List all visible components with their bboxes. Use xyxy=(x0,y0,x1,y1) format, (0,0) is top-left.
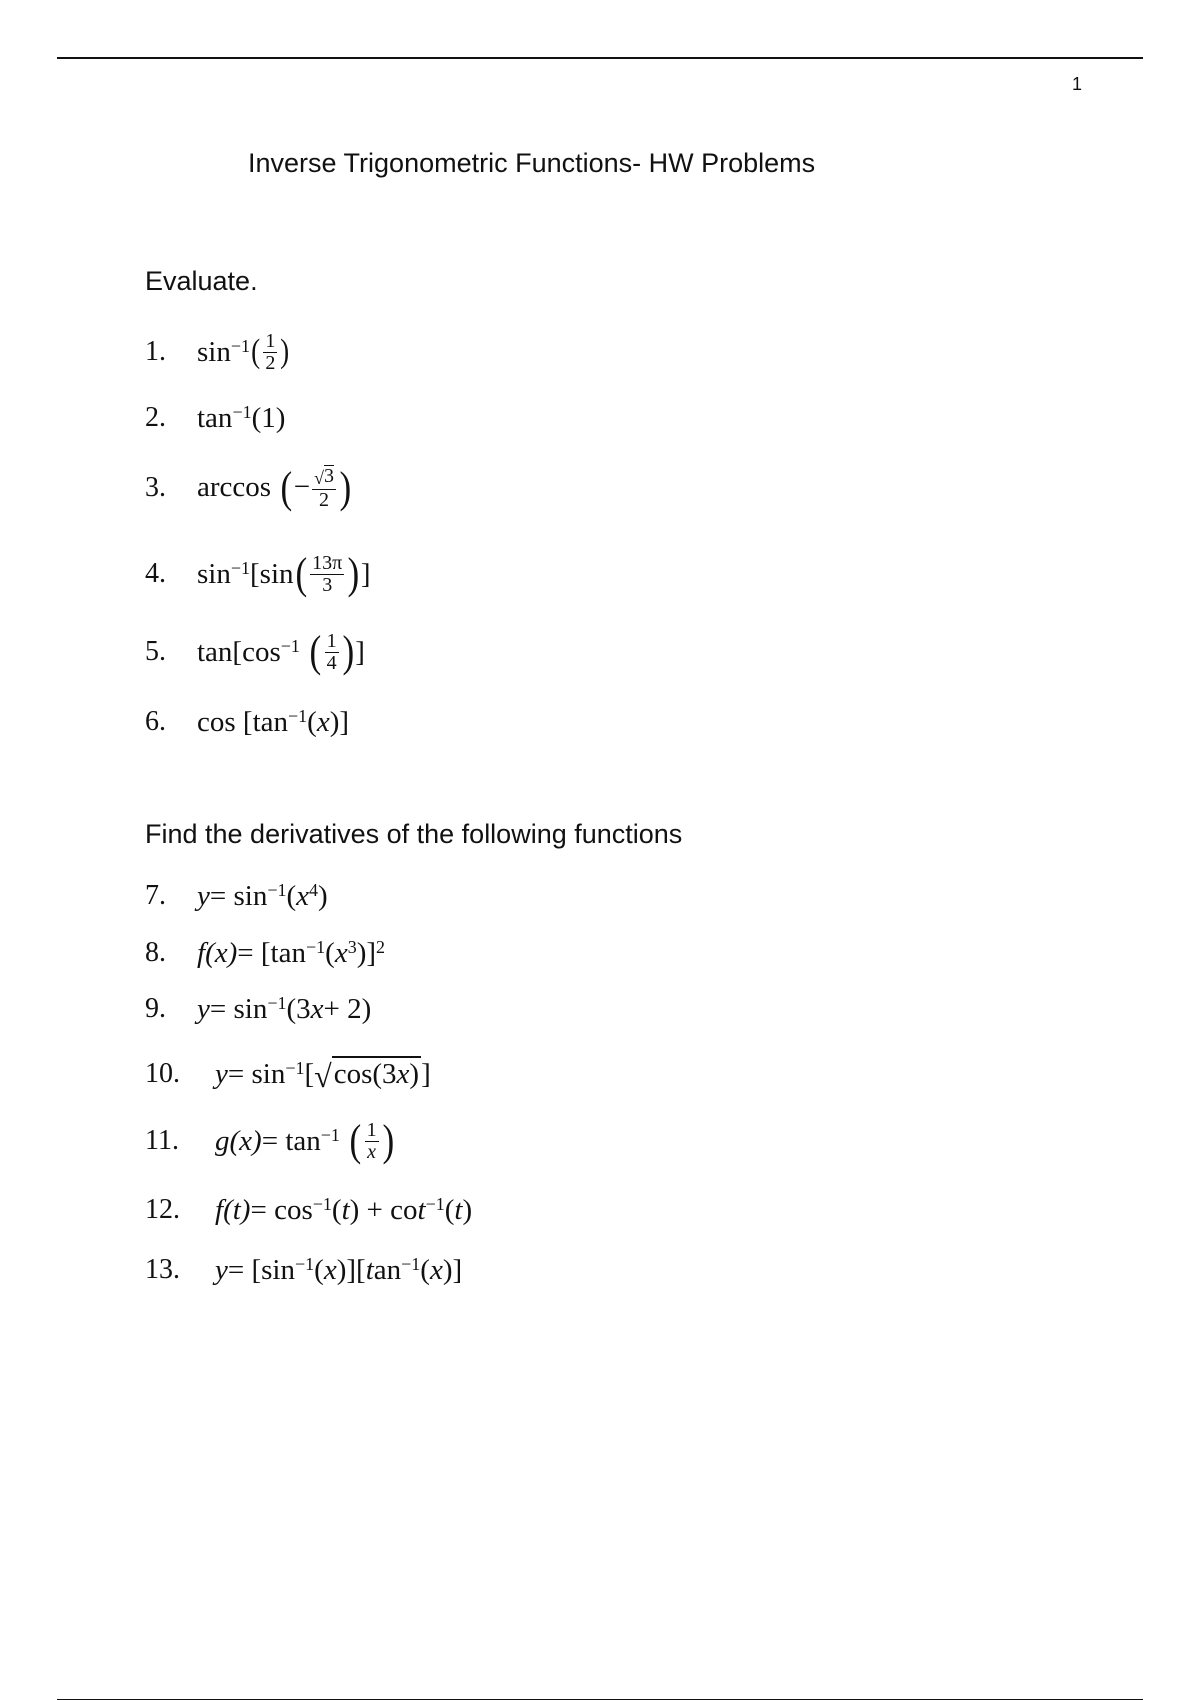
problem-9 xyxy=(145,979,371,1039)
header-rule xyxy=(57,57,1143,59)
lhs-function: f xyxy=(215,1193,224,1226)
function-name: cos [tan xyxy=(197,705,288,738)
problem-number: 3. xyxy=(145,472,166,503)
lhs-function: g xyxy=(215,1124,230,1157)
section-heading-derivatives: Find the derivatives of the following functions xyxy=(145,819,683,849)
problem-expression: y = [sin $^{-1}$ (x)][tan $^{-1}$ (x)] xyxy=(215,1253,463,1286)
document-title: Inverse Trigonometric Functions- HW Problems xyxy=(248,148,816,178)
variable: x xyxy=(316,705,330,738)
lhs-variable: y xyxy=(197,879,210,912)
function-name: arccos xyxy=(197,471,272,504)
problem-number: 13. xyxy=(145,1254,180,1285)
problem-number: 9. xyxy=(145,993,166,1024)
fraction xyxy=(310,553,344,596)
middle-term: (x)][tan xyxy=(314,1253,402,1286)
problem-expression: y = sin $^{-1}$ ( x $^4$ ) xyxy=(197,879,328,912)
fraction-denominator: 3 xyxy=(322,573,333,596)
problem-expression: tan $^{-1}$ (1) xyxy=(197,401,286,434)
left-paren: ( xyxy=(349,1116,362,1165)
close-paren: + 2) xyxy=(323,992,372,1025)
lhs-variable: y xyxy=(215,1057,228,1090)
radicand xyxy=(332,1056,421,1091)
problem-13 xyxy=(145,1240,462,1300)
equals-function: = sin xyxy=(209,879,268,912)
end-term: (t) xyxy=(444,1193,473,1226)
minus-sign: − xyxy=(293,471,311,504)
fraction xyxy=(365,1120,379,1163)
open-bracket: [ xyxy=(304,1057,315,1090)
problem-expression: cos [tan $^{-1}$ ( x )] xyxy=(197,705,350,738)
problem-2 xyxy=(145,388,285,448)
right-paren: ) xyxy=(382,1116,394,1165)
right-paren: ) xyxy=(339,462,352,512)
variable: x xyxy=(296,879,310,912)
left-paren: ( xyxy=(280,462,293,512)
problem-number: 4. xyxy=(145,558,166,589)
right-paren: ) xyxy=(280,333,290,370)
function-name: tan[cos xyxy=(197,635,281,668)
problem-12 xyxy=(145,1180,472,1240)
open-paren: ( xyxy=(286,879,297,912)
fraction xyxy=(312,465,336,510)
section-heading-evaluate: Evaluate. xyxy=(145,266,258,296)
lhs-function: f xyxy=(197,936,206,969)
problem-1 xyxy=(145,322,291,382)
problem-number: 12. xyxy=(145,1194,180,1225)
function-name: sin xyxy=(197,557,231,590)
radical-icon: √ xyxy=(314,1057,332,1094)
problem-number: 7. xyxy=(145,880,166,911)
equals-function: = sin xyxy=(227,1057,286,1090)
radicand-close: ) xyxy=(409,1058,420,1091)
problem-6 xyxy=(145,692,349,752)
close-paren: )] xyxy=(329,705,350,738)
variable: x xyxy=(396,1058,410,1091)
radicand-function: cos(3 xyxy=(333,1058,397,1091)
problem-4 xyxy=(145,544,371,604)
problem-8 xyxy=(145,923,385,983)
problem-number: 2. xyxy=(145,402,166,433)
left-paren: ( xyxy=(251,333,261,370)
square-root xyxy=(314,465,334,487)
closing-bracket: ] xyxy=(360,557,371,590)
function-name: tan xyxy=(197,401,233,434)
equals-function: = [tan xyxy=(237,936,306,969)
lhs-argument: (x) xyxy=(229,1124,262,1157)
problem-expression: sin $^{-1}$ [sin ( $\frac{13\pi}{3}$ ) ] xyxy=(197,549,371,598)
lhs-variable: y xyxy=(215,1253,228,1286)
equals-function: = [sin xyxy=(227,1253,295,1286)
inner-function: [sin xyxy=(250,557,294,590)
middle-term: (t) + cot xyxy=(331,1193,426,1226)
fraction xyxy=(325,631,339,674)
fraction-numerator: 1 xyxy=(265,329,276,352)
problem-7 xyxy=(145,866,328,926)
lhs-argument: (t) xyxy=(223,1193,251,1226)
problem-number: 5. xyxy=(145,636,166,667)
radical-icon: √ xyxy=(314,467,324,488)
close-bracket: ] xyxy=(421,1057,431,1090)
fraction xyxy=(263,331,277,374)
fraction-numerator: 1 xyxy=(326,629,337,652)
fraction-denominator: 2 xyxy=(265,351,276,374)
fraction-denominator: 4 xyxy=(326,651,337,674)
problem-5 xyxy=(145,622,365,682)
problem-number: 10. xyxy=(145,1058,180,1089)
problem-expression: sin $^{-1}$ ( $\frac{1}{2}$ ) xyxy=(197,329,290,374)
problem-expression: f (x) = [tan $^{-1}$ ( x $^3$ )] $^2$ xyxy=(197,936,386,969)
radicand: 3 xyxy=(323,465,334,488)
fraction-numerator xyxy=(312,465,336,489)
closing-bracket: ] xyxy=(355,635,365,668)
problem-expression: y = sin $^{-1}$ [ √ cos(3x) ] xyxy=(215,1057,431,1094)
problem-11 xyxy=(145,1111,395,1171)
open-paren: ( xyxy=(325,936,335,969)
fraction-numerator: 1 xyxy=(366,1118,377,1141)
variable: x xyxy=(310,992,324,1025)
open-paren: (3 xyxy=(286,992,311,1025)
problem-number: 6. xyxy=(145,706,166,737)
lhs-argument: (x) xyxy=(205,936,238,969)
problem-3 xyxy=(145,458,353,518)
open-paren: ( xyxy=(307,705,317,738)
problem-expression: y = sin $^{-1}$ (3 x + 2) xyxy=(197,992,372,1025)
fraction-denominator: x xyxy=(367,1140,377,1163)
equals-function: = tan xyxy=(261,1124,321,1157)
problem-expression: tan[cos $^{-1}$ ( $\frac{1}{4}$ ) ] xyxy=(197,627,365,676)
left-paren: ( xyxy=(309,627,322,676)
problem-number: 8. xyxy=(145,937,166,968)
equals-function: = cos xyxy=(250,1193,313,1226)
end-term: (x)] xyxy=(420,1253,463,1286)
argument: (1) xyxy=(251,401,286,434)
page-number: 1 xyxy=(1072,74,1083,94)
variable: x xyxy=(334,936,348,969)
fraction-numerator: 13π xyxy=(312,551,343,574)
lhs-variable: y xyxy=(197,992,210,1025)
problem-number: 11. xyxy=(145,1125,179,1156)
close-paren: )] xyxy=(356,936,377,969)
fraction-denominator: 2 xyxy=(319,488,330,511)
equals-function: = sin xyxy=(209,992,268,1025)
right-paren: ) xyxy=(347,549,360,598)
close-paren: ) xyxy=(318,879,328,912)
right-paren: ) xyxy=(342,627,354,676)
problem-10 xyxy=(145,1044,431,1104)
problem-expression: g (x) = tan $^{-1}$ ( $\frac{1}{x}$ ) xyxy=(215,1116,394,1165)
function-name: sin xyxy=(197,335,231,368)
problem-number: 1. xyxy=(145,336,166,367)
left-paren: ( xyxy=(294,549,307,598)
square-root xyxy=(314,1056,421,1094)
problem-expression: f (t) = cos $^{-1}$ (t) + cot $^{-1}$ (t) xyxy=(215,1193,473,1226)
problem-expression xyxy=(197,462,353,512)
